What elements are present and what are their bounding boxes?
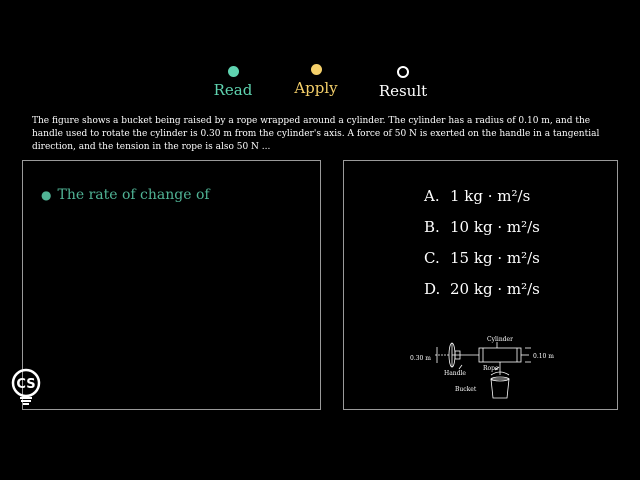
bucket-label: Bucket	[455, 386, 477, 393]
apply-step-label: Apply	[294, 79, 338, 97]
answer-option-d[interactable]	[424, 280, 540, 311]
answer-option-a[interactable]	[424, 187, 540, 218]
notes-panel	[22, 160, 321, 410]
answer-text: 10 kg · m²/s	[450, 218, 540, 236]
cylinder-label: Cylinder	[487, 336, 513, 343]
answer-text: 20 kg · m²/s	[450, 280, 540, 298]
problem-statement: The figure shows a bucket being raised by a rope wrapped around a cylinder. The cylinder has a radius of 0.10 m, and the handle used to rotate the cylinder is 0.30 m from the cylinder's axis. A force of 50 N is exerted on the handle in a tangential direction, and the tension in the rope is also 50 N ...	[32, 116, 600, 152]
result-status-dot	[397, 66, 409, 78]
answer-letter: D.	[424, 280, 441, 298]
answers-panel	[343, 160, 618, 410]
note-text: The rate of change of	[57, 187, 210, 203]
read-step-label: Read	[213, 81, 253, 99]
rope-label: Rope	[483, 365, 499, 372]
result-step-label: Result	[378, 82, 428, 100]
bullet-icon: ●	[41, 188, 52, 202]
bucket-body	[491, 379, 509, 398]
answer-text: 1 kg · m²/s	[450, 187, 531, 205]
read-status-dot	[228, 66, 239, 77]
answer-list	[424, 187, 540, 311]
apply-status-dot	[311, 64, 322, 75]
step-result[interactable]	[363, 66, 443, 100]
answer-letter: B.	[424, 218, 440, 236]
answer-option-c[interactable]	[424, 249, 540, 280]
step-apply[interactable]	[276, 64, 356, 97]
logo-text: CS	[16, 377, 36, 392]
radius-label: 0.10 m	[533, 353, 554, 360]
handle-distance-label: 0.30 m	[410, 355, 431, 362]
answer-option-b[interactable]	[424, 218, 540, 249]
handle-label: Handle	[444, 370, 466, 377]
note-item	[41, 187, 210, 203]
bucket-cylinder-diagram	[407, 333, 557, 405]
cylinder-body	[479, 348, 521, 362]
cs-logo	[10, 366, 44, 408]
answer-letter: A.	[424, 187, 440, 205]
step-read[interactable]	[193, 66, 273, 99]
answer-letter: C.	[424, 249, 440, 267]
answer-text: 15 kg · m²/s	[450, 249, 540, 267]
